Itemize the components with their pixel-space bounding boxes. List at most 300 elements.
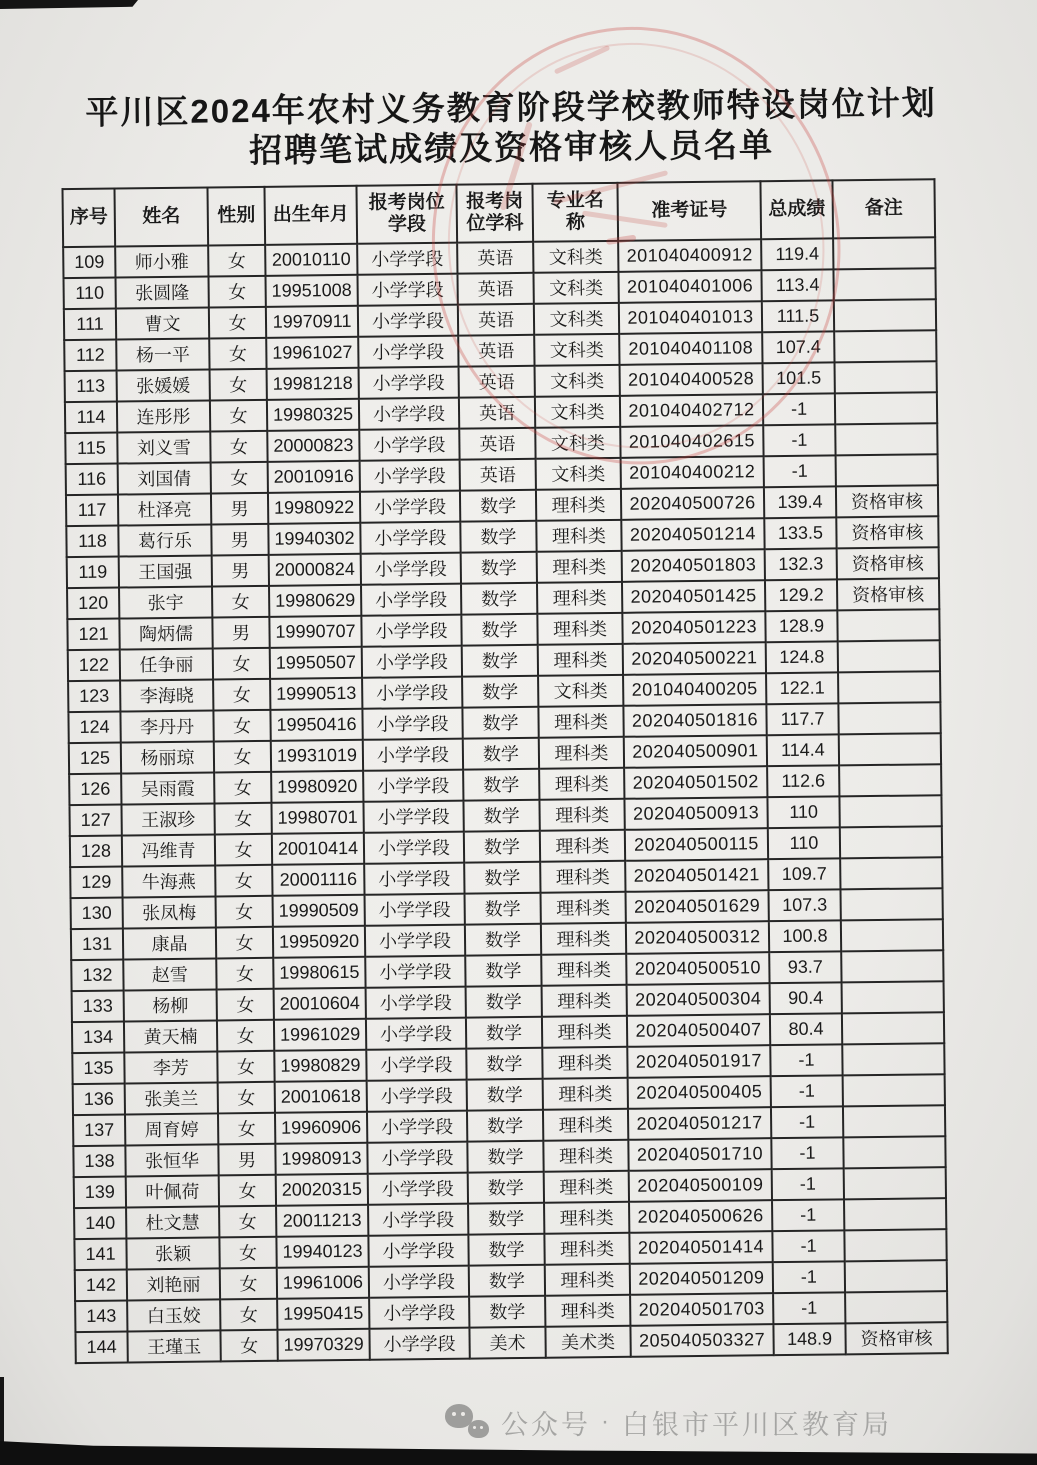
cell-stage: 小学学段 xyxy=(366,1048,466,1080)
cell-stage: 小学学段 xyxy=(365,924,465,956)
cell-ticket: 201040400528 xyxy=(620,363,763,396)
cell-major: 理科类 xyxy=(542,1046,627,1078)
cell-remark: 资格审核 xyxy=(837,578,939,610)
cell-stage: 小学学段 xyxy=(369,1296,469,1328)
cell-score: 110 xyxy=(768,827,840,859)
cell-score: 111.5 xyxy=(762,300,834,332)
cell-stage: 小学学段 xyxy=(363,800,463,832)
cell-major: 理科类 xyxy=(541,891,626,923)
cell-score: 100.8 xyxy=(769,920,841,952)
score-roster-table xyxy=(61,178,948,1364)
cell-major: 理科类 xyxy=(536,519,621,551)
cell-remark xyxy=(843,1105,945,1137)
cell-gender: 女 xyxy=(214,802,271,834)
cell-ticket: 202040500626 xyxy=(629,1200,772,1233)
cell-name: 王淑珍 xyxy=(121,803,214,835)
cell-stage: 小学学段 xyxy=(358,304,458,336)
cell-remark xyxy=(838,671,940,703)
cell-score: 117.7 xyxy=(766,703,838,735)
cell-birthdate: 19990707 xyxy=(269,615,361,647)
cell-birthdate: 20000824 xyxy=(269,553,361,585)
wechat-icon xyxy=(445,1403,491,1441)
cell-remark xyxy=(835,361,937,393)
cell-serial: 134 xyxy=(72,1021,124,1053)
cell-ticket: 205040503327 xyxy=(630,1324,773,1357)
cell-ticket: 202040501425 xyxy=(622,580,765,613)
cell-ticket: 202040501710 xyxy=(628,1138,771,1171)
cell-ticket: 202040501209 xyxy=(630,1262,773,1295)
cell-ticket: 202040501214 xyxy=(621,518,764,551)
cell-gender: 女 xyxy=(212,585,269,617)
cell-major: 理科类 xyxy=(543,1077,628,1109)
cell-ticket: 201040402615 xyxy=(620,425,763,458)
cell-ticket: 201040402712 xyxy=(620,394,763,427)
cell-ticket: 201040400205 xyxy=(623,673,766,706)
cell-gender: 女 xyxy=(213,647,270,679)
cell-gender: 女 xyxy=(208,244,265,276)
cell-name: 王国强 xyxy=(119,555,212,587)
cell-birthdate: 19961027 xyxy=(266,336,358,368)
cell-remark: 资格审核 xyxy=(836,485,938,517)
cell-ticket: 202040500115 xyxy=(625,828,768,861)
cell-subject: 数学 xyxy=(466,1016,542,1048)
cell-gender: 女 xyxy=(210,430,267,462)
cell-name: 吴雨霞 xyxy=(121,772,214,804)
cell-name: 张凤梅 xyxy=(123,896,216,928)
cell-major: 理科类 xyxy=(539,798,624,830)
cell-ticket: 201040401013 xyxy=(619,301,762,334)
cell-name: 白玉姣 xyxy=(127,1299,220,1331)
cell-name: 曹文 xyxy=(116,307,209,339)
cell-major: 理科类 xyxy=(540,829,625,861)
cell-remark xyxy=(842,1043,944,1075)
cell-birthdate: 19970329 xyxy=(277,1328,369,1360)
cell-birthdate: 19980922 xyxy=(268,491,360,523)
cell-ticket: 202040501703 xyxy=(630,1293,773,1326)
cell-remark xyxy=(836,454,938,486)
cell-major: 文科类 xyxy=(535,395,620,427)
cell-stage: 小学学段 xyxy=(358,335,458,367)
cell-remark xyxy=(833,268,935,300)
cell-subject: 数学 xyxy=(464,830,540,862)
cell-gender: 女 xyxy=(220,1267,277,1299)
cell-birthdate: 20010604 xyxy=(274,987,366,1019)
cell-gender: 男 xyxy=(212,554,269,586)
cell-score: -1 xyxy=(771,1106,843,1138)
cell-stage: 小学学段 xyxy=(359,366,459,398)
cell-name: 杨丽琼 xyxy=(121,741,214,773)
cell-score: 101.5 xyxy=(763,362,835,394)
cell-birthdate: 19951008 xyxy=(265,274,357,306)
cell-stage: 小学学段 xyxy=(366,986,466,1018)
cell-serial: 143 xyxy=(75,1300,127,1332)
cell-gender: 女 xyxy=(215,864,272,896)
cell-major: 理科类 xyxy=(545,1294,630,1326)
cell-stage: 小学学段 xyxy=(364,831,464,863)
cell-birthdate: 20010916 xyxy=(268,460,360,492)
cell-birthdate: 19940123 xyxy=(276,1235,368,1267)
cell-score: 114.4 xyxy=(767,734,839,766)
cell-stage: 小学学段 xyxy=(360,490,460,522)
cell-gender: 女 xyxy=(214,771,271,803)
cell-birthdate: 20010110 xyxy=(265,243,357,275)
cell-ticket: 202040500913 xyxy=(624,797,767,830)
cell-major: 文科类 xyxy=(535,426,620,458)
cell-name: 刘国倩 xyxy=(118,462,211,494)
cell-major: 理科类 xyxy=(540,860,625,892)
cell-gender: 男 xyxy=(211,523,268,555)
cell-stage: 小学学段 xyxy=(367,1110,467,1142)
cell-score: -1 xyxy=(773,1292,845,1324)
cell-birthdate: 19980325 xyxy=(267,398,359,430)
cell-stage: 小学学段 xyxy=(369,1327,469,1359)
cell-ticket: 202040500407 xyxy=(627,1014,770,1047)
cell-stage: 小学学段 xyxy=(366,1017,466,1049)
cell-subject: 数学 xyxy=(466,1047,542,1079)
cell-ticket: 202040501502 xyxy=(624,766,767,799)
cell-score: -1 xyxy=(763,424,835,456)
cell-ticket: 202040500901 xyxy=(624,735,767,768)
cell-birthdate: 19970911 xyxy=(266,305,358,337)
cell-ticket: 202040500304 xyxy=(627,983,770,1016)
cell-ticket: 202040501803 xyxy=(622,549,765,582)
cell-ticket: 202040501629 xyxy=(625,890,768,923)
cell-major: 理科类 xyxy=(545,1263,630,1295)
cell-serial: 123 xyxy=(68,680,120,712)
cell-stage: 小学学段 xyxy=(367,1079,467,1111)
cell-remark xyxy=(840,888,942,920)
cell-name: 任争丽 xyxy=(120,648,213,680)
cell-score: 124.8 xyxy=(766,641,838,673)
cell-birthdate: 20020315 xyxy=(276,1173,368,1205)
cell-remark xyxy=(839,764,941,796)
cell-major: 文科类 xyxy=(538,674,623,706)
cell-major: 理科类 xyxy=(544,1201,629,1233)
cell-birthdate: 19950415 xyxy=(277,1297,369,1329)
cell-subject: 英语 xyxy=(459,427,535,459)
column-header-major: 专业名 称 xyxy=(532,182,618,241)
cell-remark: 资格审核 xyxy=(837,547,939,579)
cell-serial: 130 xyxy=(71,897,123,929)
cell-birthdate: 19980701 xyxy=(271,801,363,833)
cell-gender: 女 xyxy=(217,988,274,1020)
cell-serial: 129 xyxy=(70,866,122,898)
cell-gender: 女 xyxy=(213,678,270,710)
cell-birthdate: 20010414 xyxy=(272,832,364,864)
cell-stage: 小学学段 xyxy=(365,955,465,987)
cell-birthdate: 19980913 xyxy=(275,1142,367,1174)
document-title xyxy=(52,83,970,174)
cell-subject: 数学 xyxy=(460,520,536,552)
cell-ticket: 202040501414 xyxy=(629,1231,772,1264)
cell-name: 李丹丹 xyxy=(120,710,213,742)
cell-remark xyxy=(838,702,940,734)
cell-remark xyxy=(834,330,936,362)
column-header-remark: 备注 xyxy=(832,179,935,238)
cell-name: 王瑾玉 xyxy=(127,1330,220,1362)
cell-ticket: 202040501816 xyxy=(623,704,766,737)
wechat-account-label: 公众号 xyxy=(501,1409,591,1440)
cell-gender: 女 xyxy=(220,1298,277,1330)
cell-stage: 小学学段 xyxy=(368,1203,468,1235)
cell-score: -1 xyxy=(772,1230,844,1262)
cell-name: 叶佩荷 xyxy=(126,1175,219,1207)
cell-remark xyxy=(833,237,935,269)
wechat-watermark xyxy=(0,1398,1037,1446)
cell-subject: 数学 xyxy=(468,1233,544,1265)
cell-major: 理科类 xyxy=(541,922,626,954)
cell-birthdate: 19950507 xyxy=(270,646,362,678)
cell-ticket: 201040400912 xyxy=(618,239,761,272)
cell-birthdate: 20010618 xyxy=(275,1080,367,1112)
cell-birthdate: 20001116 xyxy=(272,863,364,895)
cell-stage: 小学学段 xyxy=(361,583,461,615)
cell-name: 葛行乐 xyxy=(118,524,211,556)
cell-serial: 122 xyxy=(68,649,120,681)
cell-score: -1 xyxy=(764,455,836,487)
cell-subject: 数学 xyxy=(462,644,538,676)
cell-score: -1 xyxy=(772,1168,844,1200)
cell-major: 理科类 xyxy=(537,550,622,582)
cell-serial: 120 xyxy=(67,587,119,619)
cell-score: 132.3 xyxy=(765,548,837,580)
cell-major: 理科类 xyxy=(538,705,623,737)
cell-stage: 小学学段 xyxy=(361,614,461,646)
cell-ticket: 202040501917 xyxy=(627,1045,770,1078)
cell-name: 张颖 xyxy=(126,1237,219,1269)
cell-serial: 126 xyxy=(69,773,121,805)
cell-subject: 数学 xyxy=(460,489,536,521)
cell-gender: 女 xyxy=(214,740,271,772)
cell-score: 80.4 xyxy=(770,1013,842,1045)
cell-subject: 数学 xyxy=(469,1295,545,1327)
cell-name: 张圆隆 xyxy=(115,276,208,308)
cell-major: 美术类 xyxy=(545,1325,630,1357)
cell-serial: 116 xyxy=(66,463,118,495)
cell-ticket: 202040501223 xyxy=(622,611,765,644)
cell-subject: 数学 xyxy=(465,923,541,955)
cell-score: 128.9 xyxy=(765,610,837,642)
cell-subject: 英语 xyxy=(457,241,533,273)
cell-gender: 女 xyxy=(216,926,273,958)
cell-birthdate: 19990509 xyxy=(273,894,365,926)
cell-subject: 英语 xyxy=(458,334,534,366)
cell-remark xyxy=(842,981,944,1013)
cell-score: 107.3 xyxy=(768,889,840,921)
cell-major: 理科类 xyxy=(544,1170,629,1202)
cell-remark xyxy=(839,733,941,765)
cell-score: 110 xyxy=(767,796,839,828)
cell-serial: 136 xyxy=(73,1083,125,1115)
cell-score: 90.4 xyxy=(770,982,842,1014)
cell-name: 刘义雪 xyxy=(117,431,210,463)
cell-subject: 数学 xyxy=(467,1078,543,1110)
cell-serial: 127 xyxy=(69,804,121,836)
cell-score: 133.5 xyxy=(764,517,836,549)
cell-subject: 英语 xyxy=(460,458,536,490)
cell-score: -1 xyxy=(773,1261,845,1293)
cell-stage: 小学学段 xyxy=(360,459,460,491)
cell-name: 黄天楠 xyxy=(124,1020,217,1052)
cell-major: 理科类 xyxy=(544,1232,629,1264)
cell-serial: 117 xyxy=(66,494,118,526)
cell-subject: 数学 xyxy=(465,892,541,924)
column-header-birthdate: 出生年月 xyxy=(264,185,357,244)
cell-serial: 138 xyxy=(73,1145,125,1177)
column-header-score: 总成绩 xyxy=(760,180,833,239)
cell-serial: 133 xyxy=(72,990,124,1022)
cell-gender: 女 xyxy=(218,1112,275,1144)
wechat-account-name: 白银市平川区教育局 xyxy=(622,1409,892,1440)
cell-major: 文科类 xyxy=(533,271,618,303)
cell-name: 冯维青 xyxy=(122,834,215,866)
cell-stage: 小学学段 xyxy=(361,552,461,584)
cell-major: 理科类 xyxy=(543,1139,628,1171)
cell-subject: 数学 xyxy=(469,1264,545,1296)
cell-subject: 数学 xyxy=(466,985,542,1017)
cell-name: 赵雪 xyxy=(123,958,216,990)
cell-remark xyxy=(845,1260,947,1292)
cell-stage: 小学学段 xyxy=(365,893,465,925)
cell-stage: 小学学段 xyxy=(359,397,459,429)
cell-remark xyxy=(844,1198,946,1230)
cell-subject: 数学 xyxy=(464,861,540,893)
cell-gender: 女 xyxy=(220,1329,277,1361)
cell-serial: 125 xyxy=(69,742,121,774)
cell-ticket: 202040500510 xyxy=(626,952,769,985)
cell-gender: 女 xyxy=(217,1019,274,1051)
cell-name: 张美兰 xyxy=(125,1082,218,1114)
cell-major: 理科类 xyxy=(541,953,626,985)
cell-gender: 女 xyxy=(209,337,266,369)
cell-birthdate: 19950416 xyxy=(270,708,362,740)
cell-subject: 数学 xyxy=(463,799,539,831)
cell-stage: 小学学段 xyxy=(362,707,462,739)
cell-score: -1 xyxy=(763,393,835,425)
column-header-stage: 报考岗位 学段 xyxy=(356,184,457,243)
cell-birthdate: 19981218 xyxy=(267,367,359,399)
cell-gender: 女 xyxy=(219,1236,276,1268)
cell-serial: 137 xyxy=(73,1114,125,1146)
cell-score: -1 xyxy=(771,1137,843,1169)
cell-stage: 小学学段 xyxy=(368,1234,468,1266)
cell-subject: 数学 xyxy=(467,1140,543,1172)
cell-remark xyxy=(837,609,939,641)
cell-name: 陶炳儒 xyxy=(119,617,212,649)
cell-remark xyxy=(842,1012,944,1044)
cell-remark xyxy=(841,919,943,951)
cell-gender: 女 xyxy=(218,1081,275,1113)
cell-serial: 132 xyxy=(71,959,123,991)
cell-remark xyxy=(844,1229,946,1261)
cell-serial: 112 xyxy=(64,339,116,371)
cell-score: -1 xyxy=(770,1044,842,1076)
cell-name: 杜泽亮 xyxy=(118,493,211,525)
column-header-gender: 性别 xyxy=(207,186,265,245)
cell-name: 连彤彤 xyxy=(117,400,210,432)
cell-serial: 124 xyxy=(68,711,120,743)
cell-birthdate: 20011213 xyxy=(276,1204,368,1236)
cell-major: 理科类 xyxy=(539,767,624,799)
cell-birthdate: 19961006 xyxy=(277,1266,369,1298)
cell-remark xyxy=(841,950,943,982)
cell-ticket: 202040500109 xyxy=(629,1169,772,1202)
cell-stage: 小学学段 xyxy=(357,273,457,305)
cell-major: 理科类 xyxy=(542,984,627,1016)
cell-score: 112.6 xyxy=(767,765,839,797)
cell-name: 杜文慧 xyxy=(126,1206,219,1238)
cell-ticket: 202040500221 xyxy=(623,642,766,675)
cell-stage: 小学学段 xyxy=(360,521,460,553)
cell-subject: 数学 xyxy=(468,1171,544,1203)
cell-gender: 女 xyxy=(216,957,273,989)
cell-subject: 数学 xyxy=(468,1202,544,1234)
cell-birthdate: 19990513 xyxy=(270,677,362,709)
cell-serial: 110 xyxy=(63,277,115,309)
cell-gender: 女 xyxy=(219,1174,276,1206)
cell-remark xyxy=(835,392,937,424)
cell-serial: 118 xyxy=(66,525,118,557)
cell-remark xyxy=(843,1074,945,1106)
cell-stage: 小学学段 xyxy=(362,676,462,708)
cell-stage: 小学学段 xyxy=(363,738,463,770)
cell-score: 113.4 xyxy=(761,269,833,301)
cell-ticket: 201040401108 xyxy=(619,332,762,365)
cell-gender: 女 xyxy=(219,1205,276,1237)
cell-gender: 女 xyxy=(211,461,268,493)
cell-name: 张恒华 xyxy=(125,1144,218,1176)
cell-major: 文科类 xyxy=(535,364,620,396)
cell-serial: 121 xyxy=(67,618,119,650)
cell-remark xyxy=(845,1291,947,1323)
cell-serial: 109 xyxy=(63,246,115,278)
cell-gender: 男 xyxy=(211,492,268,524)
cell-score: 109.7 xyxy=(768,858,840,890)
cell-stage: 小学学段 xyxy=(357,242,457,274)
cell-subject: 数学 xyxy=(467,1109,543,1141)
separator-dot: · xyxy=(601,1408,612,1435)
cell-ticket: 202040500312 xyxy=(626,921,769,954)
column-header-subject: 报考岗 位学科 xyxy=(456,183,533,242)
cell-stage: 小学学段 xyxy=(367,1141,467,1173)
cell-birthdate: 19940302 xyxy=(268,522,360,554)
cell-name: 周育婷 xyxy=(125,1113,218,1145)
cell-serial: 141 xyxy=(74,1238,126,1270)
cell-serial: 113 xyxy=(65,370,117,402)
stamp-mark xyxy=(554,45,611,75)
cell-score: 93.7 xyxy=(769,951,841,983)
cell-score: -1 xyxy=(771,1075,843,1107)
cell-name: 杨柳 xyxy=(124,989,217,1021)
cell-subject: 英语 xyxy=(459,365,535,397)
cell-ticket: 202040500726 xyxy=(621,487,764,520)
cell-gender: 女 xyxy=(216,895,273,927)
cell-name: 牛海燕 xyxy=(122,865,215,897)
cell-name: 李芳 xyxy=(124,1051,217,1083)
cell-gender: 男 xyxy=(212,616,269,648)
cell-name: 张宇 xyxy=(119,586,212,618)
cell-subject: 英语 xyxy=(457,272,533,304)
cell-gender: 女 xyxy=(215,833,272,865)
cell-remark xyxy=(838,640,940,672)
cell-serial: 142 xyxy=(75,1269,127,1301)
cell-subject: 英语 xyxy=(458,303,534,335)
cell-stage: 小学学段 xyxy=(363,769,463,801)
cell-name: 杨一平 xyxy=(116,338,209,370)
cell-ticket: 201040401006 xyxy=(618,270,761,303)
cell-birthdate: 19980615 xyxy=(273,956,365,988)
cell-stage: 小学学段 xyxy=(359,428,459,460)
